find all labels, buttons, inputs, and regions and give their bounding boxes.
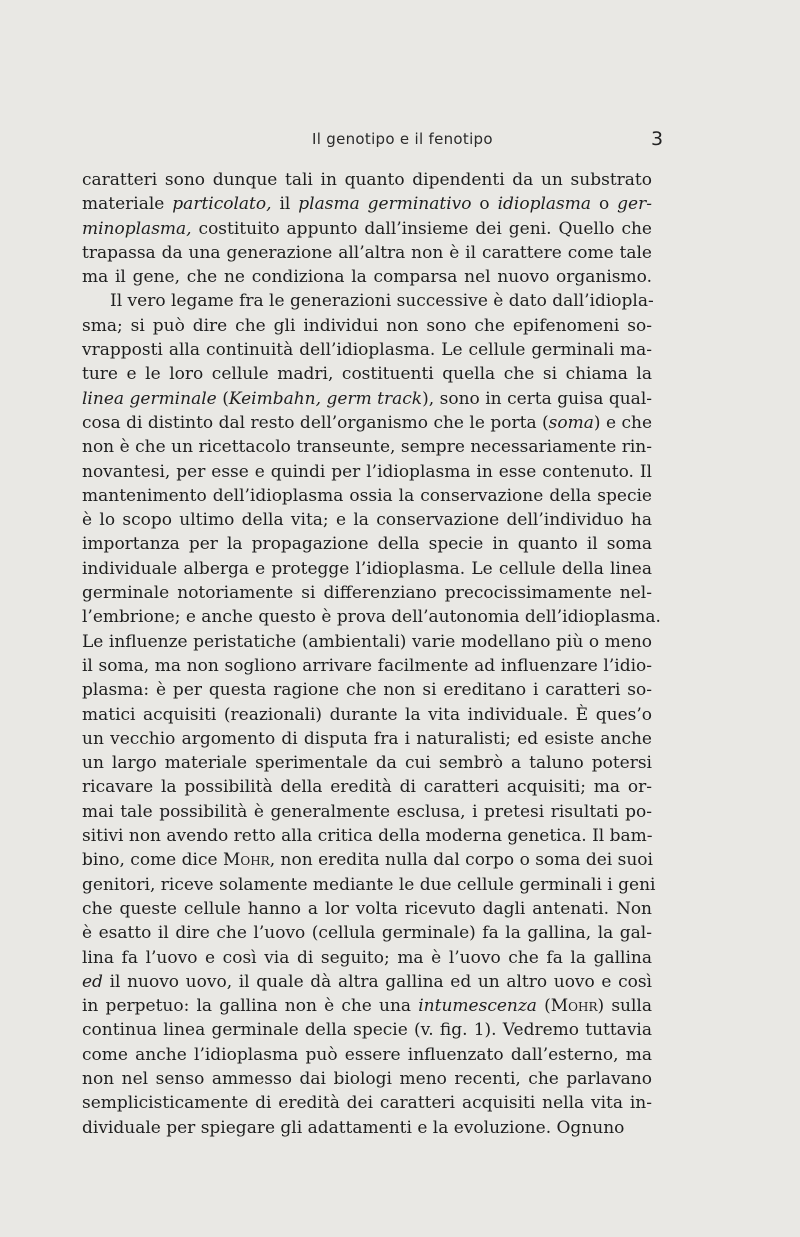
text-run: lina fa l’uovo e così via di seguito; ma è l’uovo che fa la gallina bbox=[82, 947, 652, 968]
text-run: ( bbox=[536, 996, 551, 1017]
text-run: cosa di distinto dal resto dell’organismo che le porta ( bbox=[82, 412, 549, 433]
text-run: matici acquisiti (reazionali) durante la vita individuale. È ques’o bbox=[82, 704, 652, 725]
italic-run: Keimbahn, germ track bbox=[228, 388, 423, 409]
text-line bbox=[82, 873, 656, 897]
text-run: costituito appunto dall’insieme dei geni. Quello che bbox=[191, 218, 652, 239]
text-line bbox=[82, 314, 652, 338]
text-line bbox=[82, 1116, 652, 1140]
italic-run: ed bbox=[82, 971, 103, 992]
text-run: non è che un ricettacolo transeunte, sempre necessariamente rin- bbox=[82, 437, 652, 458]
text-run: o bbox=[471, 194, 498, 215]
italic-run: idioplasma bbox=[497, 194, 592, 215]
italic-run: intumescenza bbox=[418, 996, 537, 1017]
text-line bbox=[82, 168, 652, 192]
italic-run: soma bbox=[548, 412, 594, 433]
text-line bbox=[82, 824, 652, 848]
text-run: Il vero legame fra le generazioni successive è dato dall’idiopla- bbox=[110, 291, 654, 312]
text-run: non nel senso ammesso dai biologi meno recenti, che parlavano bbox=[82, 1068, 652, 1089]
text-line bbox=[82, 1018, 652, 1042]
text-line bbox=[82, 727, 652, 751]
text-run: semplicisticamente di eredità dei caratteri acquisiti nella vita in- bbox=[82, 1093, 652, 1114]
text-line bbox=[82, 362, 652, 386]
text-run: dividuale per spiegare gli adattamenti e la evoluzione. Ognuno bbox=[82, 1117, 625, 1138]
running-head bbox=[0, 130, 800, 154]
text-run: germinale notoriamente si differenziano precocissimamente nel- bbox=[82, 583, 652, 604]
text-run: mai tale possibilità è generalmente esclusa, i pretesi risultati po- bbox=[82, 801, 652, 822]
text-run: il bbox=[271, 194, 299, 215]
text-run: plasma: è per questa ragione che non si ereditano i caratteri so- bbox=[82, 680, 652, 701]
text-line bbox=[82, 532, 652, 556]
text-run: ) sulla bbox=[597, 996, 652, 1017]
running-title: Il genotipo e il fenotipo bbox=[312, 130, 493, 148]
text-line bbox=[82, 241, 652, 265]
text-run: l’embrione; e anche questo è prova dell’autonomia dell’idioplasma. bbox=[82, 607, 661, 628]
italic-run: linea germinale bbox=[82, 388, 217, 409]
text-run: ) e che bbox=[593, 412, 653, 433]
text-line bbox=[82, 654, 652, 678]
text-line bbox=[82, 994, 652, 1018]
text-line bbox=[82, 435, 652, 459]
text-run: come anche l’idioplasma può essere influenzato dall’esterno, ma bbox=[82, 1044, 652, 1065]
text-run: sitivi non avendo retto alla critica della moderna genetica. Il bam- bbox=[82, 826, 653, 847]
text-line bbox=[82, 970, 652, 994]
text-run: ( bbox=[216, 388, 229, 409]
text-run: ma il gene, che ne condiziona la comparsa nel nuovo organismo. bbox=[82, 267, 652, 288]
text-line bbox=[82, 484, 652, 508]
text-line bbox=[82, 1043, 652, 1067]
text-run: il soma, ma non sogliono arrivare facilmente ad influenzare l’idio- bbox=[82, 655, 652, 676]
text-run: continua linea germinale della specie (v. fig. 1). Vedremo tuttavia bbox=[82, 1020, 652, 1041]
text-run: è lo scopo ultimo della vita; e la conservazione dell’individuo ha bbox=[82, 510, 652, 531]
text-line bbox=[82, 289, 652, 313]
text-run: genitori, riceve solamente mediante le due cellule germinali i geni bbox=[82, 874, 656, 895]
text-run: caratteri sono dunque tali in quanto dipendenti da un substrato bbox=[82, 170, 652, 190]
italic-run: minoplasma, bbox=[82, 218, 192, 239]
text-run: in perpetuo: la gallina non è che una bbox=[82, 996, 419, 1017]
text-line bbox=[82, 848, 652, 872]
text-run: un largo materiale sperimentale da cui sembrò a taluno potersi bbox=[82, 753, 652, 774]
text-run: , non eredita nulla dal corpo o soma dei suoi bbox=[269, 850, 653, 871]
text-line bbox=[82, 1067, 652, 1091]
body-text bbox=[82, 168, 661, 1140]
text-line bbox=[82, 703, 652, 727]
italic-run: ger- bbox=[617, 194, 652, 215]
text-run: ricavare la possibilità della eredità di caratteri acquisiti; ma or- bbox=[82, 777, 652, 798]
text-line bbox=[82, 946, 652, 970]
text-line bbox=[82, 411, 652, 435]
text-line bbox=[82, 800, 652, 824]
italic-run: particolato, bbox=[172, 194, 272, 215]
text-run: individuale alberga e protegge l’idioplasma. Le cellule della linea bbox=[82, 558, 652, 579]
text-line bbox=[82, 387, 652, 411]
text-line bbox=[82, 605, 661, 629]
text-run: bino, come dice bbox=[82, 850, 223, 871]
italic-run: plasma germinativo bbox=[298, 194, 472, 215]
text-line bbox=[82, 265, 652, 289]
text-run: il nuovo uovo, il quale dà altra gallina ed un altro uovo e così bbox=[102, 971, 652, 992]
text-line bbox=[82, 581, 652, 605]
text-line bbox=[82, 557, 652, 581]
text-run: trapassa da una generazione all’altra non è il carattere come tale bbox=[82, 242, 652, 263]
text-line bbox=[82, 192, 652, 216]
text-run: sma; si può dire che gli individui non sono che epifenomeni so- bbox=[82, 315, 652, 336]
text-run: novantesi, per esse e quindi per l’idioplasma in esse contenuto. Il bbox=[82, 461, 652, 482]
text-run: che queste cellule hanno a lor volta ricevuto dagli antenati. Non bbox=[82, 898, 652, 919]
text-line bbox=[82, 775, 652, 799]
text-run: è esatto il dire che l’uovo (cellula germinale) fa la gallina, la gal- bbox=[82, 923, 652, 944]
small-caps-run: Mohr bbox=[550, 996, 598, 1017]
text-line bbox=[82, 630, 652, 654]
text-run: ), sono in certa guisa qual- bbox=[422, 388, 653, 409]
text-line bbox=[82, 508, 652, 532]
page-number: 3 bbox=[651, 128, 664, 150]
text-line bbox=[82, 921, 652, 945]
text-line bbox=[82, 338, 652, 362]
small-caps-run: Mohr bbox=[222, 850, 270, 871]
text-line bbox=[82, 217, 652, 241]
text-line bbox=[82, 897, 652, 921]
text-run: ture e le loro cellule madri, costituenti quella che si chiama la bbox=[82, 364, 652, 385]
text-line bbox=[82, 460, 652, 484]
text-run: materiale bbox=[82, 194, 173, 215]
text-run: un vecchio argomento di disputa fra i naturalisti; ed esiste anche bbox=[82, 728, 652, 749]
text-run: Le influenze peristatiche (ambientali) varie modellano più o meno bbox=[82, 631, 652, 652]
text-line bbox=[82, 1091, 652, 1115]
text-line bbox=[82, 678, 652, 702]
text-run: vrapposti alla continuità dell’idioplasma. Le cellule germinali ma- bbox=[82, 340, 652, 361]
text-run: o bbox=[591, 194, 618, 215]
text-run: mantenimento dell’idioplasma ossia la conservazione della specie bbox=[82, 485, 652, 506]
text-line bbox=[82, 751, 652, 775]
text-run: importanza per la propagazione della specie in quanto il soma bbox=[82, 534, 652, 555]
